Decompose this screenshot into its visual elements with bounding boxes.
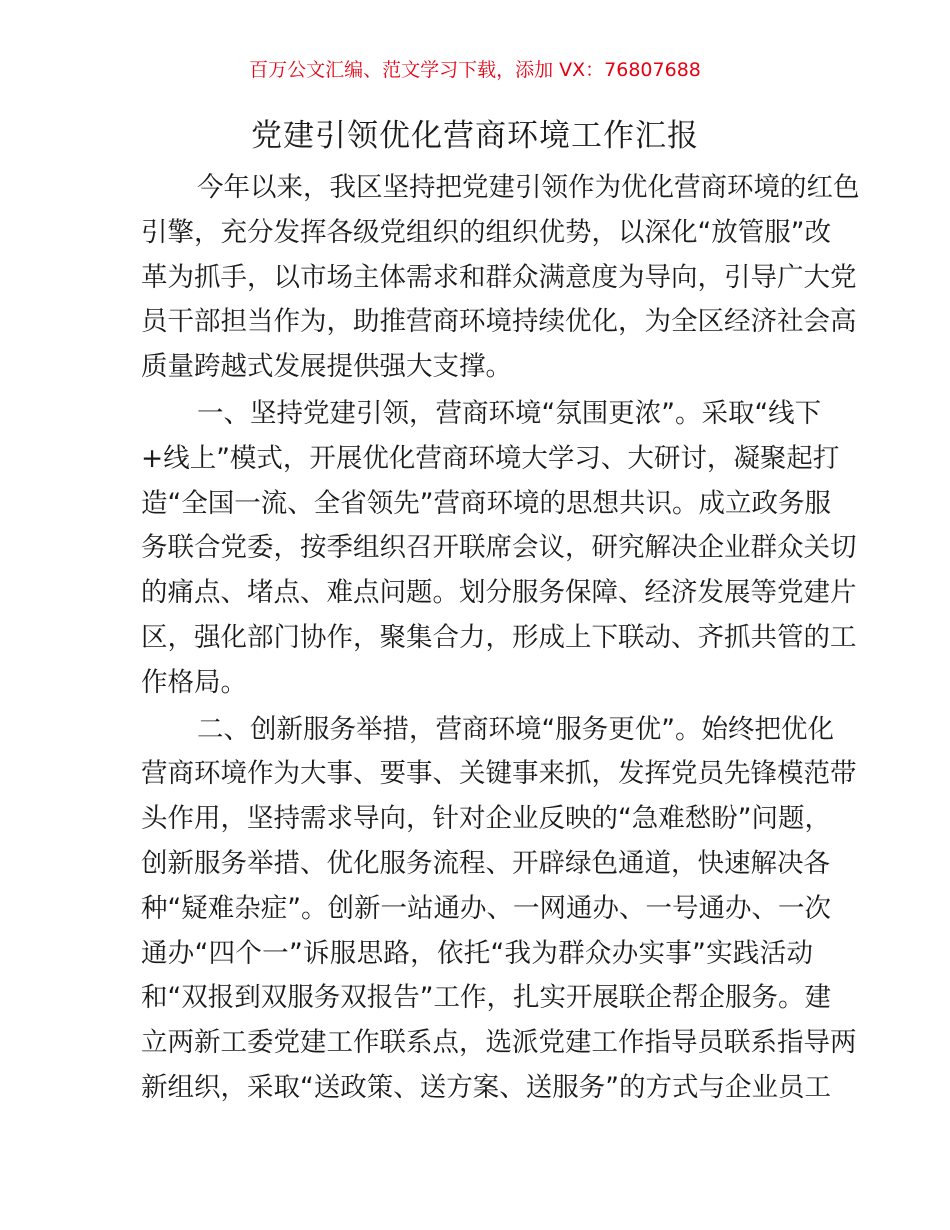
text-line: 务联合党委，按季组织召开联席会议，研究解决企业群众关切 bbox=[141, 532, 857, 564]
text-line: 新组织，采取“送政策、送方案、送服务”的方式与企业员工 bbox=[141, 1071, 831, 1103]
text-line: 员干部担当作为，助推营商环境持续优化，为全区经济社会高 bbox=[141, 306, 857, 338]
text-line: 的痛点、堵点、难点问题。划分服务保障、经济发展等党建片 bbox=[141, 577, 857, 609]
section-heading-line: 一、坚持党建引领，营商环境“氛围更浓”。采取“线下 bbox=[197, 397, 822, 429]
text-line: 引擎，充分发挥各级党组织的组织优势，以深化“放管服”改 bbox=[141, 216, 831, 248]
text-line: 创新服务举措、优化服务流程、开辟绿色通道，快速解决各 bbox=[141, 847, 830, 879]
paragraph-intro bbox=[141, 166, 860, 390]
document-title: 党建引领优化营商环境工作汇报 bbox=[251, 118, 699, 154]
text-line: 头作用，坚持需求导向，针对企业反映的“急难愁盼”问题， bbox=[141, 803, 831, 835]
text-line: +线上”模式，开展优化营商环境大学习、大研讨，凝聚起打 bbox=[141, 442, 840, 474]
text-line: 营商环境作为大事、要事、关键事来抓，发挥党员先锋模范带 bbox=[141, 758, 857, 790]
paragraph-section-1 bbox=[141, 392, 857, 706]
text-line: 造“全国一流、全省领先”营商环境的思想共识。成立政务服 bbox=[141, 487, 831, 519]
section-heading-line: 二、创新服务举措，营商环境“服务更优”。始终把优化 bbox=[197, 713, 834, 745]
text-line: 质量跨越式发展提供强大支撑。 bbox=[141, 351, 512, 383]
text-line: 区，强化部门协作，聚集合力，形成上下联动、齐抓共管的工 bbox=[141, 621, 857, 653]
text-line: 今年以来，我区坚持把党建引领作为优化营商环境的红色 bbox=[197, 172, 860, 203]
document-body bbox=[141, 166, 860, 1113]
text-line: 通办“四个一”诉服思路，依托“我为群众办实事”实践活动 bbox=[141, 937, 813, 969]
text-line: 立两新工委党建工作联系点，选派党建工作指导员联系指导两 bbox=[141, 1027, 857, 1059]
text-line: 种“疑难杂症”。创新一站通办、一网通办、一号通办、一次 bbox=[141, 892, 831, 924]
header-banner: 百万公文汇编、范文学习下载，添加 VX：76807688 bbox=[249, 59, 701, 81]
text-line: 作格局。 bbox=[141, 666, 247, 698]
paragraph-section-2 bbox=[141, 708, 857, 1111]
text-line: 和“双报到双服务双报告”工作，扎实开展联企帮企服务。建 bbox=[141, 982, 831, 1014]
text-line: 革为抓手，以市场主体需求和群众满意度为导向，引导广大党 bbox=[141, 261, 857, 293]
